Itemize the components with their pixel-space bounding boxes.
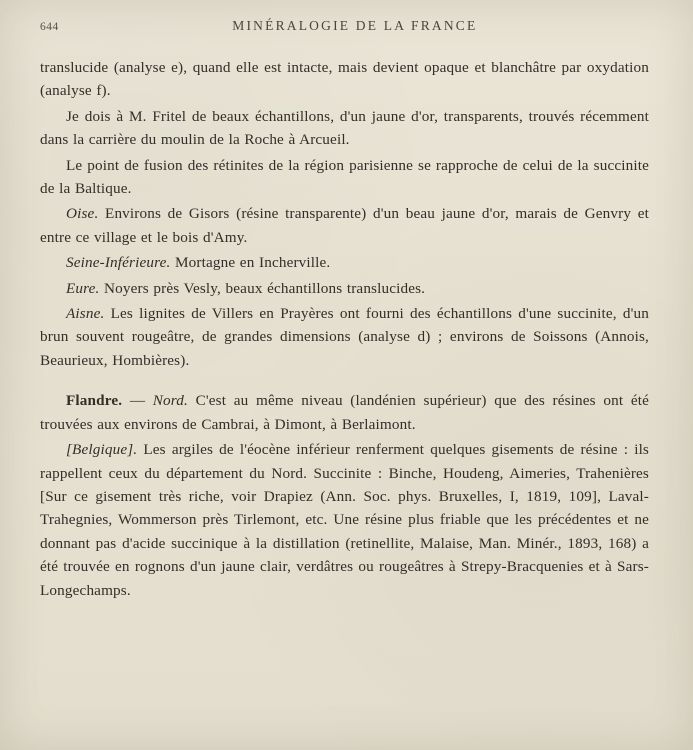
section-subheading-belgique: [Belgique]. (66, 441, 138, 459)
locality-oise-label: Oise. (66, 205, 99, 223)
paragraph-2-text: Je dois à M. Fritel de beaux échantillons, d'un jaune d'or, transparents, trouvés récemment dans la carrière du moulin de la Roche à Arcueil. (40, 107, 649, 149)
paragraph-1-text: translucide (analyse e), quand elle est intacte, mais devient opaque et blanchâtre par oxydation (analyse f). (40, 59, 649, 100)
locality-seine-inferieure-label: Seine-Inférieure. (66, 254, 171, 272)
section-spacer (40, 374, 649, 389)
running-head (40, 18, 649, 34)
locality-eure-label: Eure. (66, 279, 100, 297)
locality-eure (40, 277, 649, 300)
locality-seine-inferieure (40, 251, 649, 274)
section-dash: — (122, 392, 153, 410)
paragraph-2 (40, 105, 649, 152)
locality-oise-text: Environs de Gisors (résine transparente) d'un beau jaune d'or, marais de Genvry et entre ce village et le bois d'Amy. (40, 205, 649, 246)
locality-eure-text: Noyers près Vesly, beaux échantillons translucides. (99, 279, 426, 297)
section-subheading-nord: Nord. (152, 392, 188, 410)
locality-aisne-label: Aisne. (66, 305, 105, 323)
locality-aisne (40, 302, 649, 372)
paragraph-1 (40, 56, 649, 103)
locality-aisne-text: Les lignites de Villers en Prayères ont fourni des échantillons d'une succinite, d'un brun souvent rougeâtre, de grandes dimensions (analyse d) ; environs de Soissons (Annois, Beaurieux, Hombières). (40, 305, 649, 369)
paragraph-3-text: Le point de fusion des rétinites de la région parisienne se rapproche de celui de la succinite de la Baltique. (40, 156, 649, 198)
page-title: MINÉRALOGIE DE LA FRANCE (232, 18, 478, 33)
paragraph-3 (40, 154, 649, 201)
section-flandre (40, 389, 649, 436)
section-belgique-text: Les argiles de l'éocène inférieur renferment quelques gisements de résine : ils rappellent ceux du département du Nord. Succinite : Binche, Houdeng, Aimeries, Trahenières [Sur ce gisement très riche, voir Drapiez (Ann. Soc. phys. Bruxelles, I, 1819, 109], Laval-Trahegnies, Wommerson près Tirlemont, etc. Une résine plus friable que les précédentes et ne donnant pas d'acide succinique à la distillation (retinellite, Malaise, Man. Minér., 1893, 168) a été trouvée en rognons d'un jaune clair, verdâtres ou rougeâtres à Strepy-Bracquenies et à Sars-Longechamps. (40, 441, 649, 599)
locality-oise (40, 202, 649, 249)
section-belgique (40, 438, 649, 602)
section-heading-flandre: Flandre. (66, 392, 123, 410)
locality-seine-inferieure-text: Mortagne en Incherville. (170, 254, 331, 272)
section-flandre-text: C'est au même niveau (landénien supérieur) que des résines ont été trouvées aux environs de Cambrai, à Dimont, à Berlaimont. (40, 392, 649, 433)
page-number: 644 (40, 21, 59, 33)
